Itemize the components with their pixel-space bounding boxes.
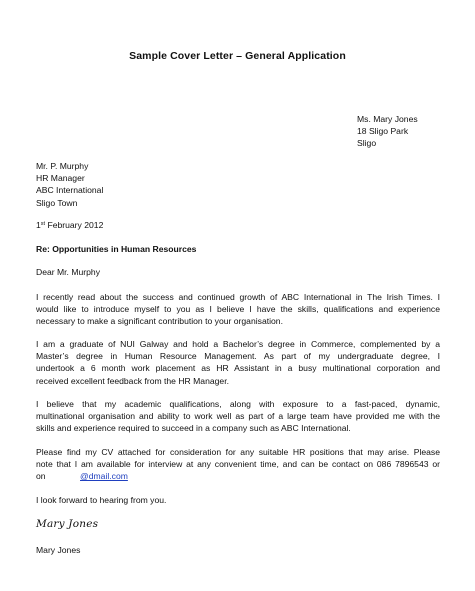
paragraph-line: multinational organisation and ability to work well as part of a large team have provided me with the bbox=[36, 411, 440, 422]
paragraph-line: received excellent feedback from the HR Manager. bbox=[36, 375, 229, 386]
paragraph-cv-attached bbox=[36, 446, 440, 483]
paragraph-line: I recently read about the success and continued growth of ABC International in The Irish Times. I bbox=[36, 292, 440, 302]
recipient-name: Mr. P. Murphy bbox=[36, 161, 89, 171]
sender-address bbox=[357, 113, 418, 149]
sender-name: Ms. Mary Jones bbox=[357, 114, 418, 124]
subject-line: Re: Opportunities in Human Resources bbox=[36, 244, 197, 254]
sender-address-line2: Sligo bbox=[357, 138, 377, 148]
recipient-company: ABC International bbox=[36, 185, 104, 196]
salutation: Dear Mr. Murphy bbox=[36, 267, 100, 277]
paragraph-line bbox=[36, 470, 440, 482]
recipient-position: HR Manager bbox=[36, 173, 85, 184]
email-link[interactable]: @dmail.com bbox=[80, 471, 128, 482]
document-title: Sample Cover Letter – General Application bbox=[129, 50, 346, 62]
paragraph-qualifications bbox=[36, 398, 440, 435]
date-suffix: st bbox=[40, 221, 46, 227]
recipient-address bbox=[36, 160, 103, 209]
paragraph-line: skills and experience required to succeed in a company such as ABC International. bbox=[36, 423, 351, 434]
paragraph-line: undertook a 6 month work placement as HR Assistant in a busy multinational corporation and bbox=[36, 363, 440, 374]
paragraph-line: note that I am available for interview at any convenient time, and can be contact on 086 7896543 or bbox=[36, 459, 440, 470]
email-prefix-text: on bbox=[36, 471, 46, 482]
paragraph-line: Please find my CV attached for consideration for any suitable HR positions that may arise. Please bbox=[36, 447, 440, 457]
closing-line: I look forward to hearing from you. bbox=[36, 495, 167, 505]
paragraph-line: Master’s degree in Human Resource Management. As part of my undergraduate degree, I bbox=[36, 351, 440, 362]
paragraph-line: I believe that my academic qualifications, along with exposure to a fast-paced, dynamic, bbox=[36, 399, 440, 409]
sender-address-line1: 18 Sligo Park bbox=[357, 126, 409, 136]
letter-date bbox=[36, 219, 103, 231]
printed-name: Mary Jones bbox=[36, 545, 81, 555]
date-day: 1 bbox=[36, 220, 41, 230]
paragraph-introduction bbox=[36, 291, 440, 328]
paragraph-line: would like to introduce myself to you as I believe I have the skills, qualifications and experience bbox=[36, 304, 440, 315]
paragraph-line: necessary to make a significant contribution to your organisation. bbox=[36, 316, 283, 327]
recipient-town: Sligo Town bbox=[36, 197, 78, 208]
handwritten-signature: Mary Jones bbox=[36, 518, 99, 530]
paragraph-education bbox=[36, 338, 440, 387]
date-rest: February 2012 bbox=[45, 220, 104, 230]
paragraph-line: I am a graduate of NUI Galway and hold a Bachelor’s degree in Commerce, complemented by a bbox=[36, 339, 440, 349]
